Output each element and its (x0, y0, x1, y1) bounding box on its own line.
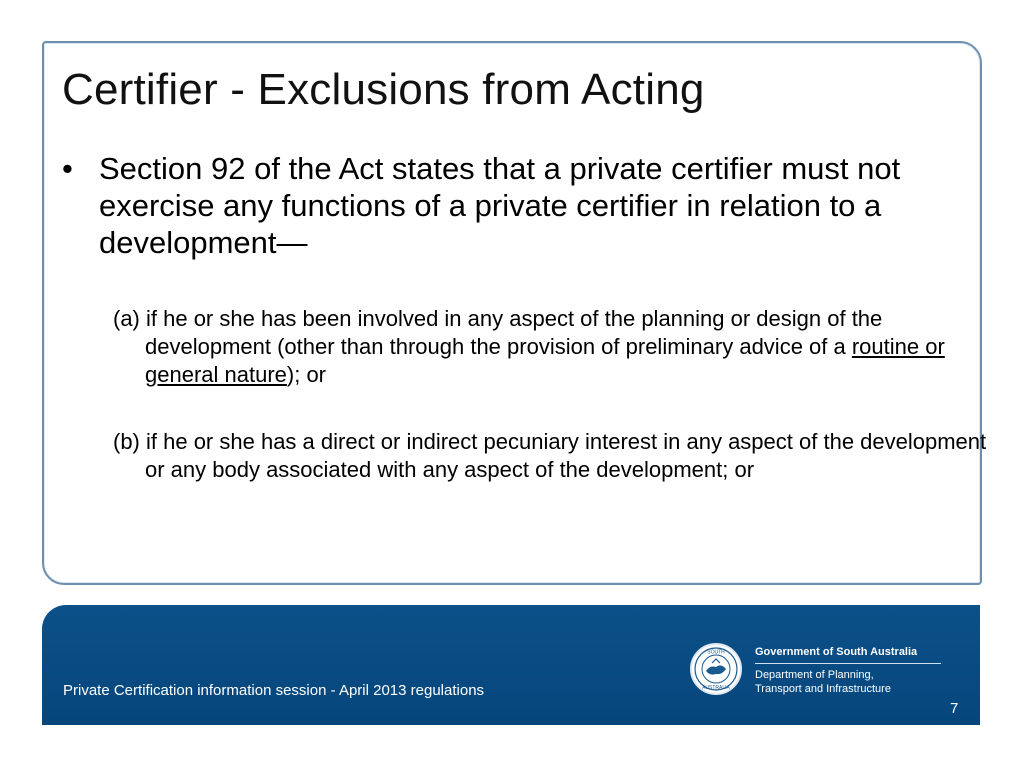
sub-item-a-text: (a) if he or she has been involved in any aspect of the planning or design of the development (other than through the provision of preliminary advice of a (113, 306, 883, 359)
government-name: Government of South Australia (755, 646, 918, 658)
footer-band (42, 605, 980, 725)
slide-title: Certifier - Exclusions from Acting (62, 65, 705, 114)
department-line-2: Transport and Infrastructure (755, 683, 891, 695)
state-badge-icon (690, 643, 742, 695)
sub-item-a-suffix: ); or (286, 362, 327, 387)
sub-item-b: (b) if he or she has a direct or indirect pecuniary interest in any aspect of the development or any body associated with any aspect of the development; or (113, 429, 987, 482)
page-number: 7 (950, 700, 959, 717)
state-badge-graphic (692, 645, 740, 693)
sub-item-a (113, 305, 995, 389)
department-line-1: Department of Planning, (755, 669, 874, 681)
government-divider (755, 663, 941, 664)
footer-session-text: Private Certification information session - April 2013 regulations (63, 682, 485, 699)
svg-text:SOUTH: SOUTH (707, 649, 725, 656)
bullet-text: Section 92 of the Act states that a private certifier must not exercise any functions of a private certifier in relation to a development— (99, 151, 901, 260)
svg-text:AUSTRALIA: AUSTRALIA (702, 685, 730, 691)
bullet-dot: • (62, 151, 73, 186)
sub-item-a-underlined: routine or general nature (145, 334, 945, 387)
